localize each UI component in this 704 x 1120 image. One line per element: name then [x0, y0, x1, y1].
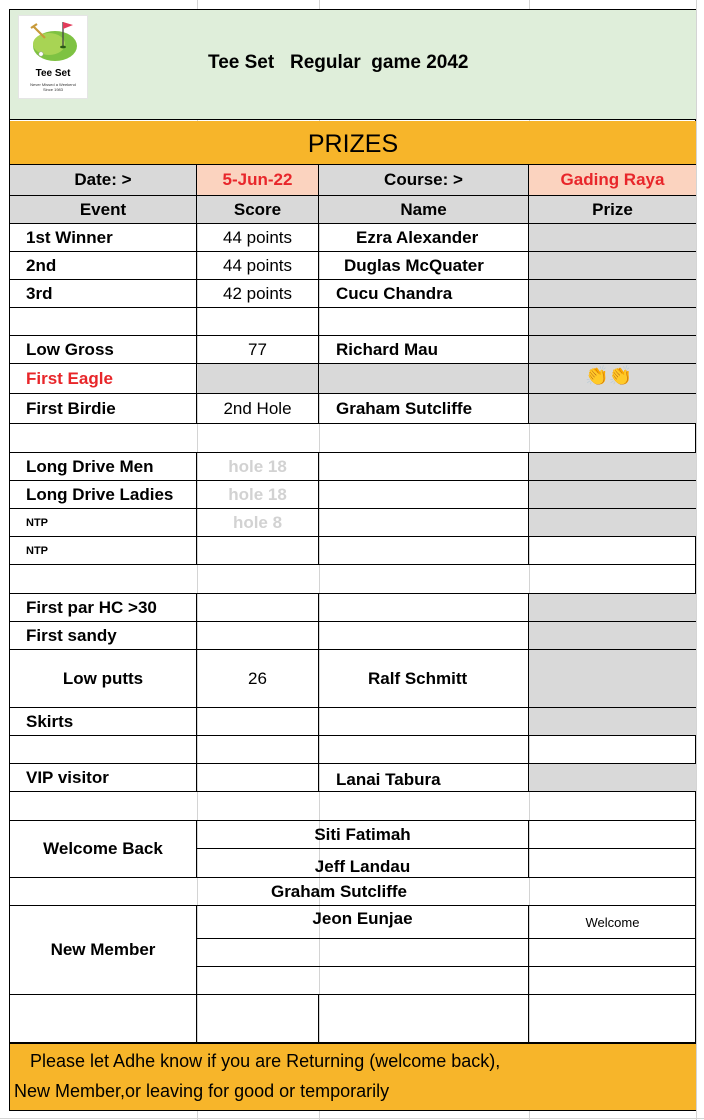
table-row [10, 537, 696, 565]
spacer-row [10, 424, 696, 453]
score-cell [197, 308, 319, 336]
name-cell [319, 453, 529, 481]
column-header-row [10, 196, 696, 224]
event-cell: Long Drive Men [10, 453, 197, 481]
prize-cell [529, 537, 696, 565]
name-cell: Lanai Tabura [319, 764, 529, 792]
score-cell [197, 594, 319, 622]
event-cell: 1st Winner [10, 224, 197, 252]
name-cell [319, 364, 529, 394]
empty-cell [319, 995, 529, 1043]
spacer-row [10, 736, 696, 764]
welcome-back-row [10, 878, 696, 906]
column-header-prize: Prize [529, 196, 696, 224]
table-row [10, 394, 696, 424]
empty-cell [197, 967, 529, 995]
prize-cell [529, 509, 696, 537]
prize-cell [529, 308, 696, 336]
name-cell [319, 537, 529, 565]
table-row [10, 280, 696, 308]
new-member-name: Jeon Eunjae [197, 906, 529, 939]
prize-cell [529, 364, 696, 394]
event-cell: Skirts [10, 708, 197, 736]
score-cell: hole 18 [197, 453, 319, 481]
table-row [10, 481, 696, 509]
logo [18, 15, 88, 99]
event-cell: First par HC >30 [10, 594, 197, 622]
empty-cell [529, 736, 696, 764]
empty-cell [319, 736, 529, 764]
table-row [10, 336, 696, 364]
date-value: 5-Jun-22 [197, 165, 319, 196]
empty-cell [10, 736, 197, 764]
empty-cell [529, 821, 696, 849]
event-cell: Low Gross [10, 336, 197, 364]
name-cell: Cucu Chandra [319, 280, 529, 308]
prize-cell [529, 453, 696, 481]
empty-cell [197, 995, 319, 1043]
welcome-back-name: Jeff Landau [197, 849, 529, 878]
event-cell: First Eagle [10, 364, 197, 394]
table-row [10, 650, 696, 708]
name-cell [319, 509, 529, 537]
table-row [10, 764, 696, 792]
table-row [10, 308, 696, 336]
footer-note [10, 1043, 696, 1110]
score-cell: 2nd Hole [197, 394, 319, 424]
score-cell: 44 points [197, 252, 319, 280]
prize-cell [529, 394, 696, 424]
prize-cell [529, 622, 696, 650]
prize-cell [529, 481, 696, 509]
event-cell: NTP [10, 509, 197, 537]
prize-cell [529, 224, 696, 252]
name-cell [319, 308, 529, 336]
table-row [10, 509, 696, 537]
welcome-back-section [10, 821, 696, 878]
prize-cell [529, 594, 696, 622]
score-cell: 42 points [197, 280, 319, 308]
table-row [10, 708, 696, 736]
empty-cell [197, 939, 529, 967]
score-cell: hole 18 [197, 481, 319, 509]
info-row [10, 165, 696, 196]
course-value: Gading Raya [529, 165, 696, 196]
empty-cell [197, 736, 319, 764]
spacer-row [10, 565, 696, 594]
date-label: Date: > [10, 165, 197, 196]
welcome-back-name: Graham Sutcliffe [10, 878, 696, 906]
empty-cell [529, 939, 696, 967]
spacer-cell [10, 424, 696, 453]
empty-cell [529, 995, 696, 1043]
welcome-back-name: Siti Fatimah [197, 821, 529, 849]
prize-cell [529, 764, 696, 792]
table-row [10, 594, 696, 622]
event-cell: NTP [10, 537, 197, 565]
clapping-hands-icon: 👏👏 [585, 366, 633, 387]
prize-cell [529, 280, 696, 308]
logo-text: Tee Set [35, 68, 71, 79]
score-cell: 77 [197, 336, 319, 364]
event-cell: 2nd [10, 252, 197, 280]
column-header-event: Event [10, 196, 197, 224]
prize-cell [529, 708, 696, 736]
prize-cell [529, 336, 696, 364]
event-cell: Long Drive Ladies [10, 481, 197, 509]
event-cell: Low putts [10, 650, 197, 708]
new-member-section [10, 906, 696, 995]
prizes-banner: PRIZES [10, 121, 696, 165]
table-row [10, 453, 696, 481]
score-cell [197, 537, 319, 565]
score-cell [197, 364, 319, 394]
prize-cell [529, 650, 696, 708]
column-header-score: Score [197, 196, 319, 224]
golf-flag-icon [19, 16, 89, 68]
empty-cell [529, 849, 696, 878]
spacer-cell [10, 792, 696, 821]
empty-cell [529, 967, 696, 995]
name-cell [319, 594, 529, 622]
welcome-back-label: Welcome Back [10, 821, 197, 878]
name-cell: Graham Sutcliffe [319, 394, 529, 424]
prize-cell [529, 252, 696, 280]
name-cell [319, 622, 529, 650]
empty-cell [10, 995, 197, 1043]
event-cell: VIP visitor [10, 764, 197, 792]
event-cell: First Birdie [10, 394, 197, 424]
footer-line-1: Please let Adhe know if you are Returning (welcome back), [30, 1051, 501, 1071]
spacer-row [10, 995, 696, 1043]
score-cell [197, 622, 319, 650]
column-header-name: Name [319, 196, 529, 224]
welcome-note: Welcome [529, 906, 696, 939]
table-row [10, 224, 696, 252]
name-cell: Duglas McQuater [319, 252, 529, 280]
footer-line-2: New Member,or leaving for good or temporarily [14, 1081, 390, 1101]
name-cell: Richard Mau [319, 336, 529, 364]
logo-tagline: Never Missed a Weekend Since 1983 [30, 82, 76, 92]
name-cell [319, 708, 529, 736]
event-cell: First sandy [10, 622, 197, 650]
name-cell: Ralf Schmitt [319, 650, 529, 708]
score-cell: 26 [197, 650, 319, 708]
new-member-label: New Member [10, 906, 197, 995]
course-label: Course: > [319, 165, 529, 196]
score-cell [197, 708, 319, 736]
spacer-cell [10, 565, 696, 594]
score-cell [197, 764, 319, 792]
event-cell [10, 308, 197, 336]
table-row [10, 252, 696, 280]
score-cell: hole 8 [197, 509, 319, 537]
event-cell: 3rd [10, 280, 197, 308]
score-cell: 44 points [197, 224, 319, 252]
table-row [10, 364, 696, 394]
table-row [10, 622, 696, 650]
page-title: Tee Set Regular game 2042 [208, 52, 469, 73]
spacer-row [10, 792, 696, 821]
name-cell [319, 481, 529, 509]
name-cell: Ezra Alexander [319, 224, 529, 252]
